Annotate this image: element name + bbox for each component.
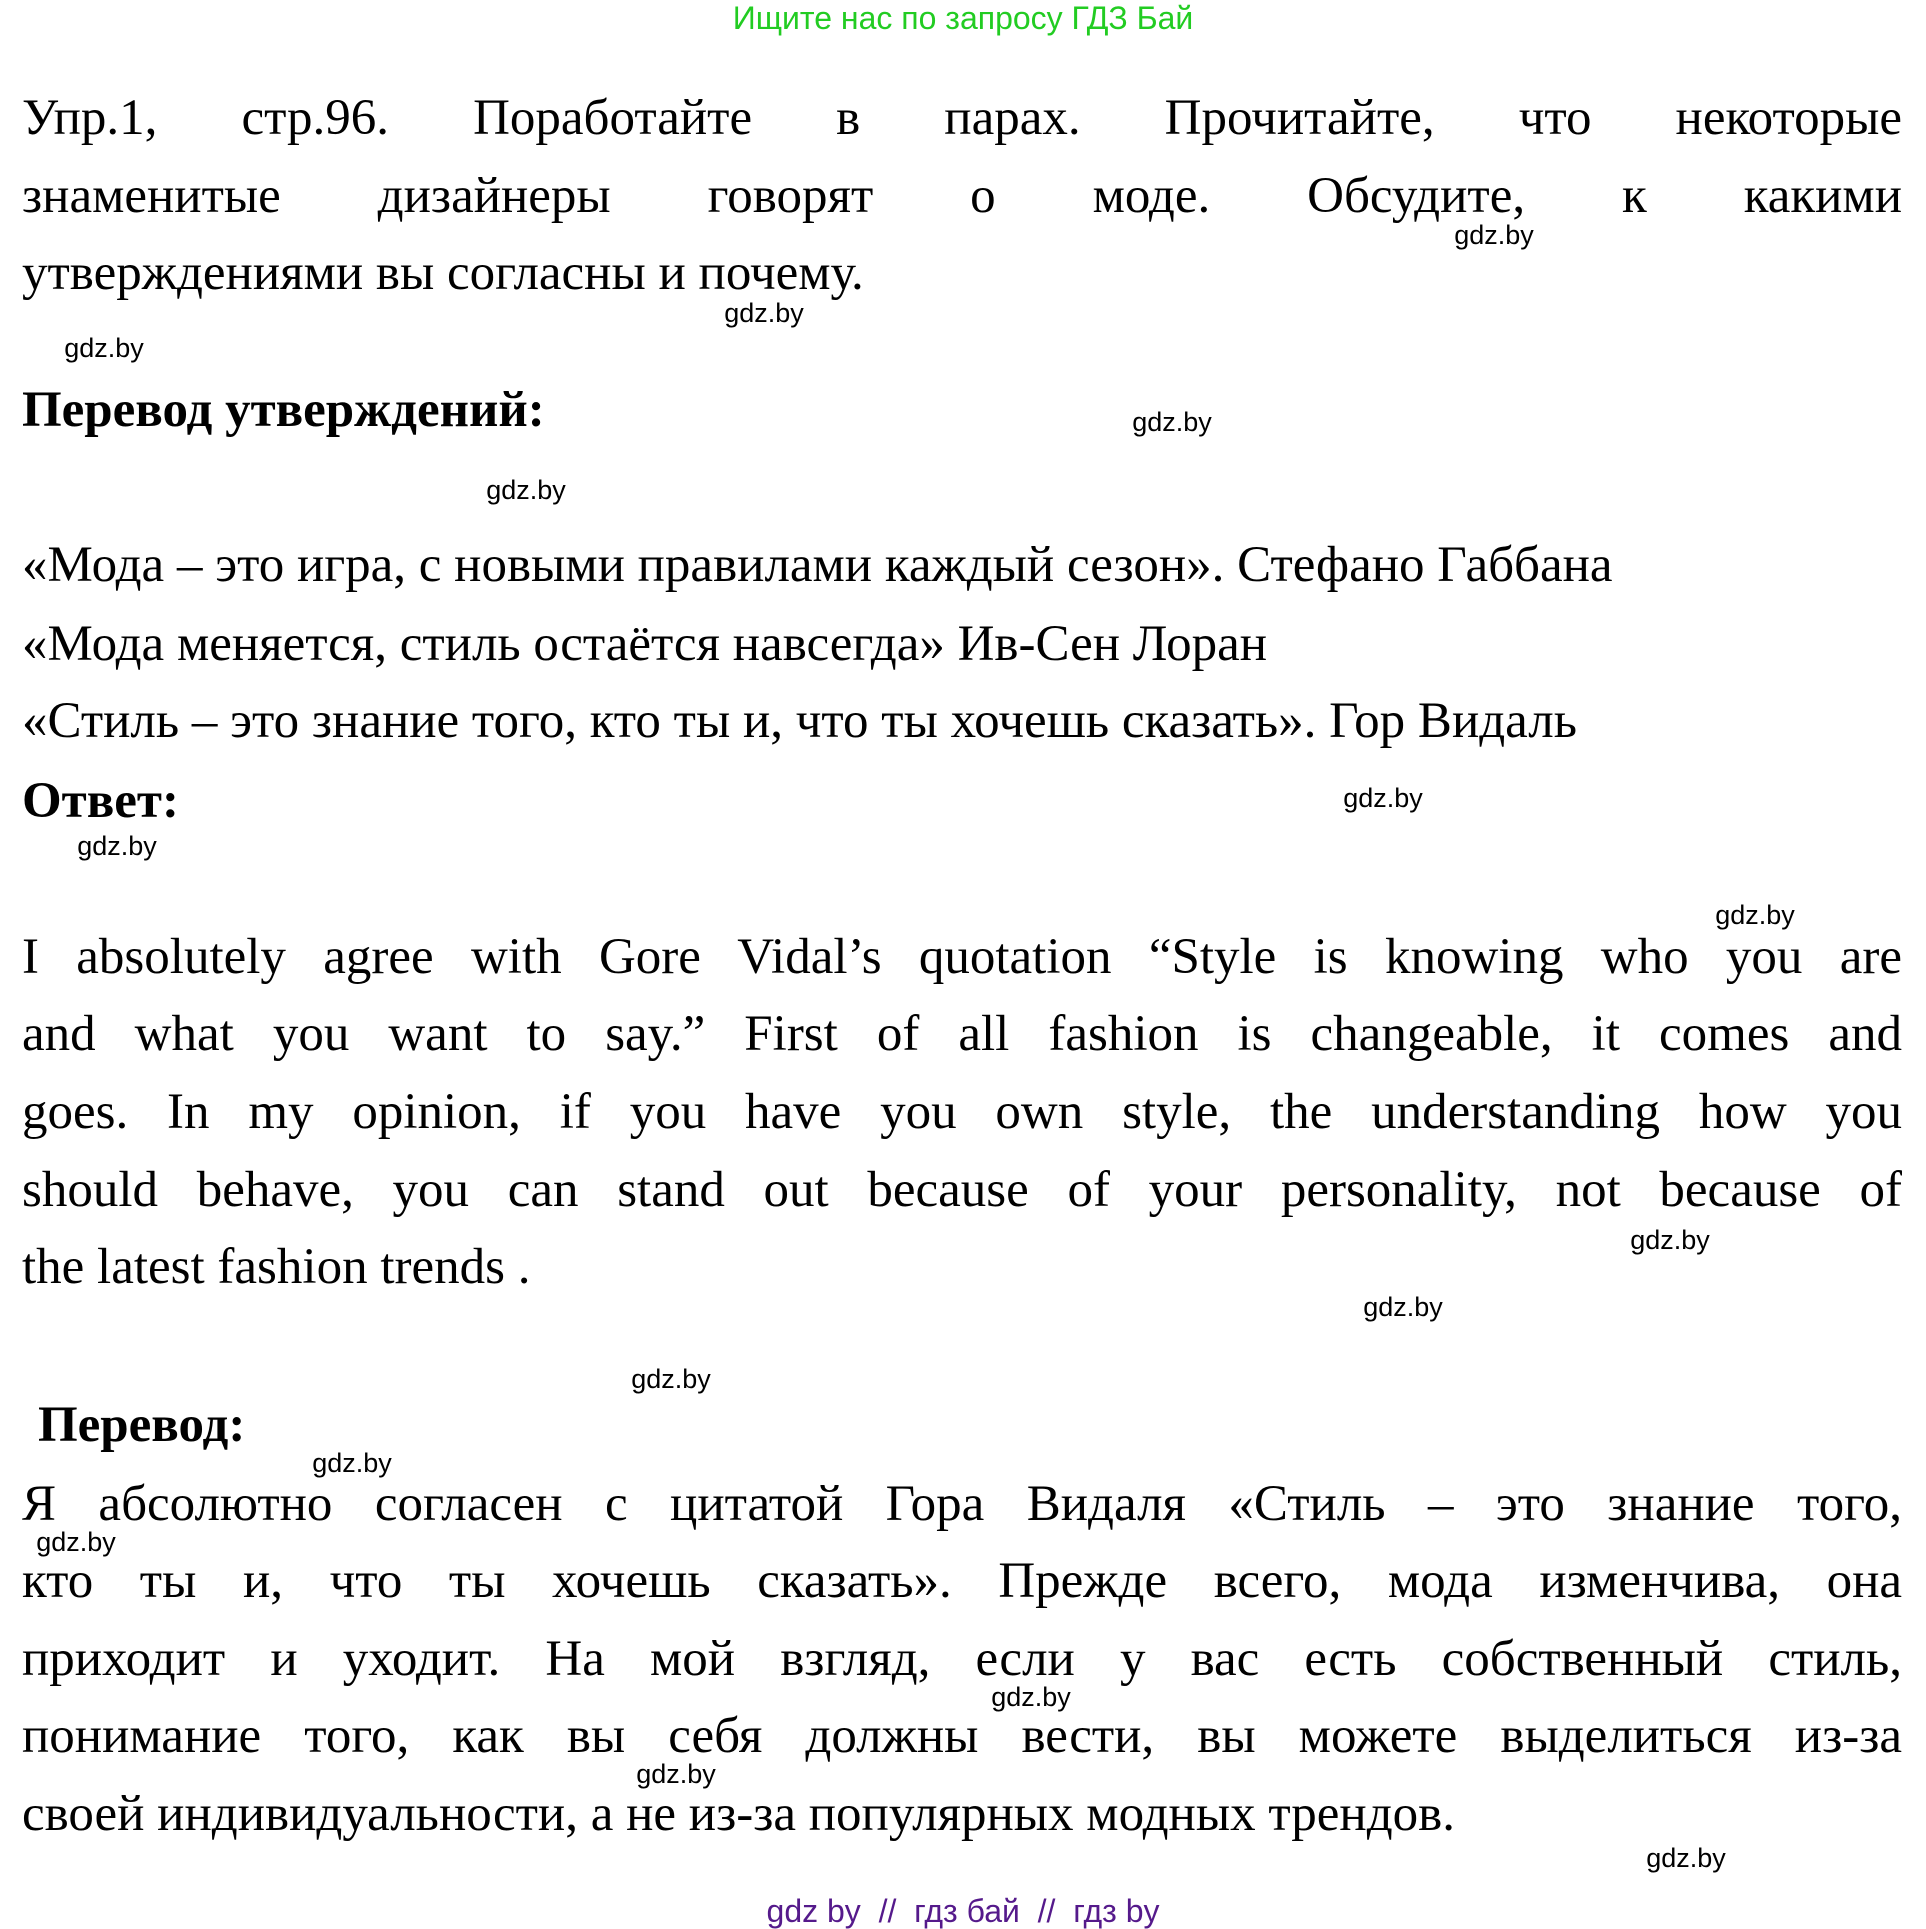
answer-line: the latest fashion trends . — [22, 1239, 531, 1295]
answer-line: goes. In my opinion, if you have you own style, the understanding how you — [22, 1084, 1902, 1140]
translation-line: понимание того, как вы себя должны вести, вы можете выделиться из-за — [22, 1708, 1902, 1764]
quote-line: «Мода меняется, стиль остаётся навсегда» Ив-Сен Лоран — [22, 616, 1268, 672]
task-line: утверждениями вы согласны и почему. — [22, 245, 864, 301]
quotes-heading: Перевод утверждений: — [22, 382, 545, 438]
answer-line: and what you want to say.” First of all fashion is changeable, it comes and — [22, 1006, 1902, 1062]
watermark: gdz.by — [1715, 900, 1795, 930]
watermark: gdz.by — [64, 333, 144, 363]
answer-heading: Ответ: — [22, 773, 179, 829]
quote-line: «Мода – это игра, с новыми правилами каждый сезон». Стефано Габбана — [22, 537, 1613, 593]
translation-heading: Перевод: — [38, 1397, 246, 1453]
search-hint-banner: Ищите нас по запросу ГДЗ Бай — [732, 0, 1194, 36]
translation-line: кто ты и, что ты хочешь сказать». Прежде всего, мода изменчива, она — [22, 1553, 1902, 1609]
task-line: знаменитые дизайнеры говорят о моде. Обсудите, к какими — [22, 168, 1902, 224]
translation-line: приходит и уходит. На мой взгляд, если у вас есть собственный стиль, — [22, 1631, 1902, 1687]
watermark: gdz.by — [312, 1448, 392, 1478]
watermark: gdz.by — [77, 831, 157, 861]
translation-line: своей индивидуальности, а не из-за популярных модных трендов. — [22, 1786, 1455, 1842]
footer-text: gdz by // гдз бай // гдз by — [766, 1893, 1160, 1929]
answer-line: should behave, you can stand out because of your personality, not because of — [22, 1162, 1902, 1218]
answer-line: I absolutely agree with Gore Vidal’s quotation “Style is knowing who you are — [22, 929, 1902, 985]
watermark: gdz.by — [724, 298, 804, 328]
watermark: gdz.by — [1630, 1225, 1710, 1255]
watermark: gdz.by — [1343, 783, 1423, 813]
task-line: Упр.1, стр.96. Поработайте в парах. Прочитайте, что некоторые — [22, 90, 1902, 146]
watermark: gdz.by — [1132, 407, 1212, 437]
translation-line: Я абсолютно согласен с цитатой Гора Видаля «Стиль – это знание того, — [22, 1476, 1902, 1532]
watermark: gdz.by — [631, 1364, 711, 1394]
watermark: gdz.by — [1646, 1843, 1726, 1873]
watermark: gdz.by — [36, 1527, 116, 1557]
watermark: gdz.by — [636, 1759, 716, 1789]
quote-line: «Стиль – это знание того, кто ты и, что ты хочешь сказать». Гор Видаль — [22, 693, 1577, 749]
watermark: gdz.by — [991, 1682, 1071, 1712]
watermark: gdz.by — [1363, 1292, 1443, 1322]
watermark: gdz.by — [1454, 220, 1534, 250]
watermark: gdz.by — [486, 475, 566, 505]
footer-links — [0, 1893, 1926, 1929]
